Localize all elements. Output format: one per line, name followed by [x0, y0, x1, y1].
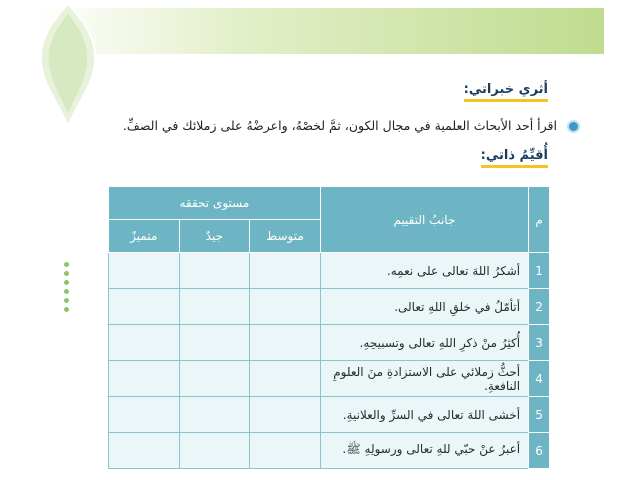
header-level-excellent: متميزٌ [109, 220, 180, 253]
row-number: 1 [529, 253, 550, 289]
row-aspect: أُكثِرُ منْ ذكرِ اللهِ تعالى وتسبيحِهِ. [320, 325, 528, 361]
table-row [109, 289, 550, 325]
score-cell-average[interactable] [250, 289, 321, 325]
table-row [109, 361, 550, 397]
row-number: 3 [529, 325, 550, 361]
score-cell-good[interactable] [179, 397, 249, 433]
score-cell-average[interactable] [250, 361, 321, 397]
table-row [109, 253, 550, 289]
header-number: م [529, 187, 550, 253]
score-cell-good[interactable] [179, 289, 249, 325]
header-level: مستوى تحققه [109, 187, 321, 220]
experience-title: أثري خبراتي: [464, 82, 548, 102]
score-cell-excellent[interactable] [109, 433, 180, 469]
score-cell-excellent[interactable] [109, 325, 180, 361]
score-cell-good[interactable] [179, 325, 249, 361]
activity-line [80, 118, 580, 133]
score-cell-good[interactable] [179, 361, 249, 397]
activity-text: اقرأ أحد الأبحاث العلمية في مجال الكون، ثمَّ لخصْهُ، واعرضْهُ على زملائك في الصفِّ. [122, 118, 558, 133]
score-cell-average[interactable] [250, 433, 321, 469]
score-cell-excellent[interactable] [109, 289, 180, 325]
row-aspect: أخشى اللهَ تعالى في السرِّ والعلانيةِ. [320, 397, 528, 433]
row-number: 5 [529, 397, 550, 433]
header-aspect: جانبُ التقييم [320, 187, 528, 253]
table-row [109, 325, 550, 361]
header-level-average: متوسط [250, 220, 321, 253]
score-cell-excellent[interactable] [109, 361, 180, 397]
self-eval-title: أُقيِّمُ ذاتي: [481, 148, 548, 168]
decorative-dots [63, 262, 71, 322]
row-aspect: أشكرُ اللهَ تعالى على نعمِه. [320, 253, 528, 289]
row-number: 6 [529, 433, 550, 469]
leaf-ornament-icon [37, 0, 99, 130]
row-aspect: أتأمّلُ في خلقِ اللهِ تعالى. [320, 289, 528, 325]
row-aspect: أعبرُ عنْ حبّي للهِ تعالى ورسولِهِ ﷺ. [320, 433, 528, 469]
score-cell-average[interactable] [250, 397, 321, 433]
row-number: 4 [529, 361, 550, 397]
table-row [109, 397, 550, 433]
bullet-icon [567, 120, 580, 133]
score-cell-excellent[interactable] [109, 253, 180, 289]
score-cell-good[interactable] [179, 433, 249, 469]
self-evaluation-table [108, 186, 550, 469]
score-cell-excellent[interactable] [109, 397, 180, 433]
header-level-good: جيدٌ [179, 220, 249, 253]
row-aspect: أحثُّ زملائي على الاستزادةِ منَ العلومِ النافعةِ. [320, 361, 528, 397]
top-decorative-band [40, 8, 604, 54]
score-cell-average[interactable] [250, 253, 321, 289]
table-row [109, 433, 550, 469]
score-cell-average[interactable] [250, 325, 321, 361]
row-number: 2 [529, 289, 550, 325]
score-cell-good[interactable] [179, 253, 249, 289]
